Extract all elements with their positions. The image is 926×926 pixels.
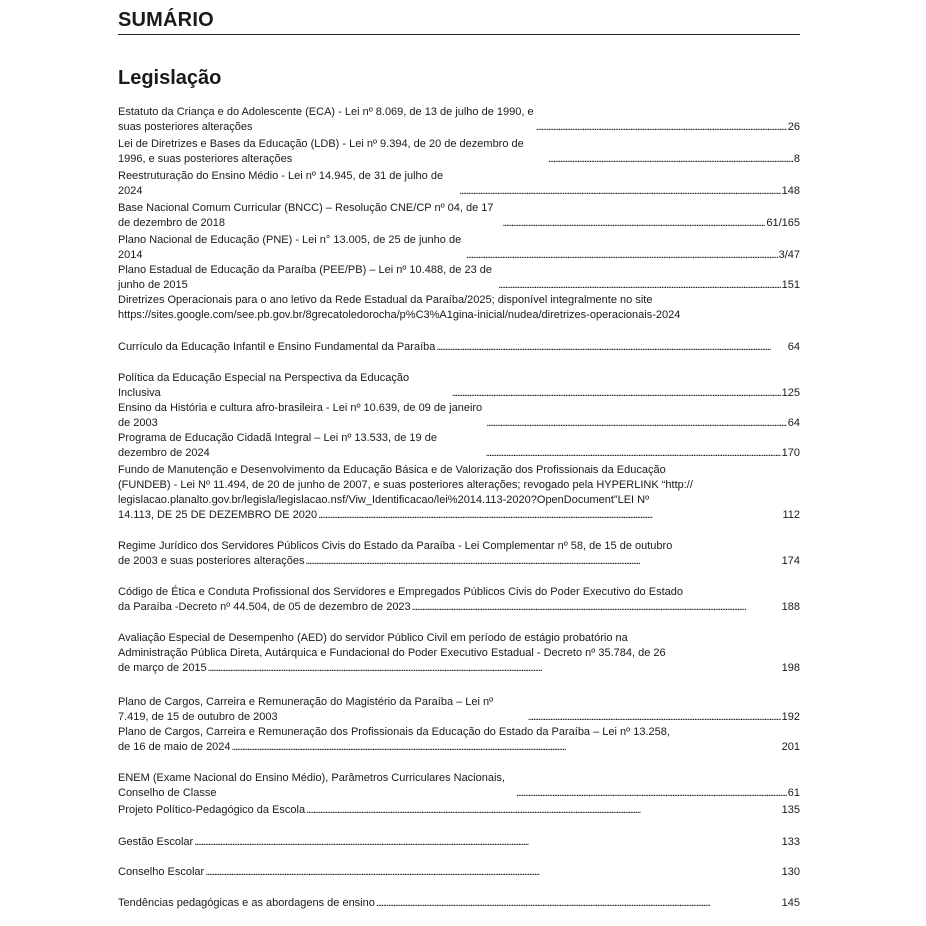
toc-entry-text: Lei de Diretrizes e Bases da Educação (LDB) - Lei nº 9.394, de 20 de dezembro de 1996, e suas posteriores alterações <box>118 138 524 165</box>
toc-entry-text: 14.113, DE 25 DE DEZEMBRO DE 2020 <box>118 509 318 521</box>
toc-entry-text: da Paraíba -Decreto nº 44.504, de 05 de dezembro de 2023 <box>118 601 411 613</box>
toc-entry-educacao-cidada[interactable] <box>118 431 800 461</box>
toc-entry-text: Gestão Escolar <box>118 836 194 848</box>
toc-entry-text: Programa de Educação Cidadã Integral – Lei nº 13.533, de 19 de dezembro de 2024 <box>118 432 437 459</box>
toc-page-number: 201 <box>781 741 800 753</box>
toc-page-number: 64 <box>787 341 800 353</box>
toc-entry-codigo-etica[interactable] <box>118 585 800 615</box>
toc-entry-tendencias[interactable] <box>118 896 800 911</box>
toc-entry-text: de 2003 e suas posteriores alterações <box>118 555 305 567</box>
toc-entry-ensino-medio[interactable] <box>118 169 800 199</box>
leader-dots <box>452 386 781 401</box>
leader-dots <box>232 740 781 755</box>
leader-dots <box>306 554 781 569</box>
toc-entry-text: Fundo de Manutenção e Desenvolvimento da Educação Básica e de Valorização dos Profissionais da Educação <box>118 464 666 476</box>
toc-entry-text: de março de 2015 <box>118 662 207 674</box>
toc-entry-text: Plano Estadual de Educação da Paraíba (PEE/PB) – Lei nº 10.488, de 23 de junho de 2015 <box>118 264 492 291</box>
toc-page-number: 188 <box>781 601 800 613</box>
toc-page-number: 145 <box>781 897 800 909</box>
toc-page-number: 133 <box>781 836 800 848</box>
toc-entry-afro-brasileira[interactable] <box>118 401 800 431</box>
leader-dots <box>466 248 778 263</box>
toc-page-number: 64 <box>787 417 800 429</box>
leader-dots <box>318 508 781 523</box>
toc-page-number: 61/165 <box>766 217 800 229</box>
toc-entry-diretrizes[interactable] <box>118 293 800 323</box>
leader-dots <box>516 786 787 801</box>
leader-dots <box>208 661 781 676</box>
section-title: Legislação <box>118 67 222 89</box>
toc-entry-text: Tendências pedagógicas e as abordagens de ensino <box>118 897 375 909</box>
toc-entry-educacao-especial[interactable] <box>118 371 800 401</box>
leader-dots <box>536 120 787 135</box>
leader-dots <box>436 340 786 355</box>
toc-page-number: 170 <box>781 447 800 459</box>
page-header <box>118 8 800 35</box>
toc-entry-lastline <box>118 661 800 676</box>
toc-entry-bncc[interactable] <box>118 201 800 231</box>
toc-page-number: 192 <box>781 711 800 723</box>
leader-dots <box>528 710 781 725</box>
toc-entry-lastline <box>118 508 800 523</box>
toc-page-number: 135 <box>781 804 800 816</box>
toc-entry-plano-magisterio[interactable] <box>118 695 800 725</box>
leader-dots <box>376 896 781 911</box>
toc-entry-eca[interactable] <box>118 105 800 135</box>
toc-entry-text: Plano de Cargos, Carreira e Remuneração do Magistério da Paraíba – Lei nº 7.419, de 15 de outubro de 2003 <box>118 696 494 723</box>
toc-page-number: 3/47 <box>778 249 800 261</box>
toc-entry-text: Código de Ética e Conduta Profissional dos Servidores e Empregados Públicos Civis do Poder Executivo do Estado <box>118 586 683 598</box>
leader-dots <box>502 216 765 231</box>
toc-entry-text: Plano de Cargos, Carreira e Remuneração dos Profissionais da Educação do Estado da Paraíba – Lei nº 13.258, <box>118 726 670 738</box>
leader-dots <box>412 600 781 615</box>
toc-entry-text: Diretrizes Operacionais para o ano letivo da Rede Estadual da Paraíba/2025; disponível integralmente no site <box>118 294 653 306</box>
toc-entry-text: Regime Jurídico dos Servidores Públicos Civis do Estado da Paraíba - Lei Complementar nº 58, de 15 de outubro <box>118 540 673 552</box>
leader-dots <box>306 803 781 818</box>
toc-page-number: 148 <box>781 185 800 197</box>
toc-entry-regime-juridico[interactable] <box>118 539 800 569</box>
toc-entry-gestao-escolar[interactable] <box>118 835 800 850</box>
toc-entry-text: Projeto Político-Pedagógico da Escola <box>118 804 306 816</box>
toc-entry-text: Plano Nacional de Educação (PNE) - Lei n° 13.005, de 25 de junho de 2014 <box>118 234 462 261</box>
toc-entry-text: (FUNDEB) - Lei Nº 11.494, de 20 de junho de 2007, e suas posteriores alterações; revogado pela HYPERLINK “http:// <box>118 479 693 491</box>
toc-page-number: 8 <box>793 153 800 165</box>
toc-entry-link[interactable]: https://sites.google.com/see.pb.gov.br/8grecatoledorocha/p%C3%A1gina-inicial/nudea/diretrizes-operacionais-2024 <box>118 309 681 321</box>
toc-entry-lastline <box>118 740 800 755</box>
page-title: SUMÁRIO <box>118 9 214 31</box>
toc-entry-avaliacao-desempenho[interactable] <box>118 631 800 676</box>
toc-page-number: 130 <box>781 866 800 878</box>
toc-entry-text: Currículo da Educação Infantil e Ensino Fundamental da Paraíba <box>118 341 436 353</box>
toc-entry-text: Base Nacional Comum Curricular (BNCC) – Resolução CNE/CP nº 04, de 17 de dezembro de 2018 <box>118 202 494 229</box>
toc-entry-text: Reestruturação do Ensino Médio - Lei nº 14.945, de 31 de julho de 2024 <box>118 170 444 197</box>
toc-page-number: 112 <box>782 509 800 521</box>
toc-entry-text: de 16 de maio de 2024 <box>118 741 231 753</box>
toc-entry-text: Ensino da História e cultura afro-brasileira - Lei nº 10.639, de 09 de janeiro de 2003 <box>118 402 483 429</box>
toc-entry-conselho-escolar[interactable] <box>118 865 800 880</box>
leader-dots <box>498 278 781 293</box>
toc-page-number: 198 <box>781 662 800 674</box>
toc-entry-pee-pb[interactable] <box>118 263 800 293</box>
toc-entry-text: Política da Educação Especial na Perspectiva da Educação Inclusiva <box>118 372 410 399</box>
toc-entry-text: Estatuto da Criança e do Adolescente (ECA) - Lei nº 8.069, de 13 de julho de 1990, e suas posteriores alterações <box>118 106 534 133</box>
leader-dots <box>486 416 787 431</box>
leader-dots <box>194 835 780 850</box>
toc-page-number: 26 <box>787 121 800 133</box>
toc-entry-text: Avaliação Especial de Desempenho (AED) do servidor Público Civil em período de estágio probatório na <box>118 632 628 644</box>
toc-entry-ldb[interactable] <box>118 137 800 167</box>
toc-entry-text: legislacao.planalto.gov.br/legisla/legislacao.nsf/Viw_Identificacao/lei%2014.113-2020?OpenDocument”LEI Nº <box>118 494 650 506</box>
toc-page-number: 174 <box>781 555 800 567</box>
leader-dots <box>486 446 781 461</box>
toc-entry-text: Administração Pública Direta, Autárquica e Fundacional do Poder Executivo Estadual - Decreto nº 35.784, de 26 <box>118 647 666 659</box>
toc-entry-ppp[interactable] <box>118 803 800 818</box>
toc-entry-fundeb[interactable] <box>118 463 800 523</box>
toc-entry-lastline <box>118 554 800 569</box>
toc-page-number: 151 <box>781 279 800 291</box>
toc-entry-text: ENEM (Exame Nacional do Ensino Médio), Parâmetros Curriculares Nacionais, Conselho de Classe <box>118 772 505 799</box>
leader-dots <box>205 865 780 880</box>
toc-page-number: 61 <box>787 787 800 799</box>
toc-entry-curriculo[interactable] <box>118 340 800 355</box>
toc-entry-lastline <box>118 600 800 615</box>
leader-dots <box>459 184 780 199</box>
toc-entry-pne[interactable] <box>118 233 800 263</box>
leader-dots <box>548 152 793 167</box>
toc-entry-text: Conselho Escolar <box>118 866 205 878</box>
toc-entry-enem[interactable] <box>118 771 800 801</box>
toc-entry-plano-profissionais[interactable] <box>118 725 800 755</box>
toc-page-number: 125 <box>781 387 800 399</box>
